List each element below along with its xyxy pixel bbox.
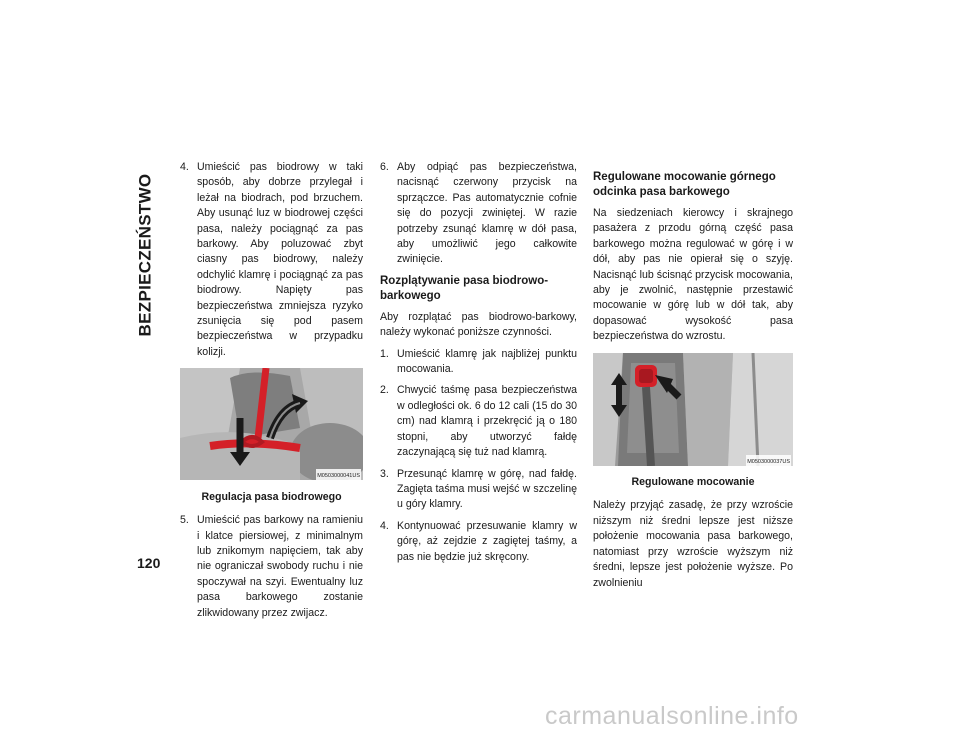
step-item xyxy=(380,383,577,460)
step-item xyxy=(380,519,577,565)
section-title-text: BEZPIECZEŃSTWO xyxy=(135,173,154,337)
figure-code: M0503000037US xyxy=(746,455,791,470)
figure-caption: Regulacja pasa biodrowego xyxy=(201,490,342,503)
figure-lap-belt-adjustment xyxy=(180,368,363,485)
list-text: Umieścić pas barkowy na ramieniu i klatce piersiowej, z minimalnym lub znikomym napięciem, tak aby nie ograniczał swobody ruchu i nie spoczywał na szyi. Ewentualny luz pasa barkowego zostanie zlikwidowany przez zwijacz. xyxy=(197,514,363,619)
list-number: 4. xyxy=(180,161,189,173)
intro-paragraph: Aby rozplątać pas biodrowo-barkowy, należy wykonać poniższe czynności. xyxy=(380,310,577,339)
list-item-6 xyxy=(380,160,577,268)
step-item xyxy=(380,347,577,378)
paragraph: Należy przyjąć zasadę, że przy wzroście niższym niż średni lepsze jest niższe położenie mocowania pasa barkowego, natomiast przy wzroście wyższym niż średni, lepsze jest położenie wyższe. Po zwolnieniu xyxy=(593,499,793,589)
step-text: Przesunąć klamrę w górę, nad fałdę. Zagięta taśma musi wejść w szczelinę u góry klamry. xyxy=(397,467,577,511)
list-item-4 xyxy=(180,160,363,360)
paragraph: Na siedzeniach kierowcy i skrajnego pasażera z przodu górną część pasa barkowego można regulować w górę i w dół, aby pas nie opierał się o szyję. Nacisnąć lub ścisnąć przycisk mocowania, aby je zwolnić, następnie przestawić mocowanie w górę lub w dół tak, aby dopasować wysokość pasa bezpieczeństwa do wzrostu. xyxy=(593,207,793,343)
column-2 xyxy=(380,160,577,571)
section-title xyxy=(132,170,158,340)
page-number: 120 xyxy=(137,555,161,571)
lap-belt-illustration xyxy=(180,368,363,480)
step-item xyxy=(380,467,577,513)
list-text: Aby odpiąć pas bezpieczeństwa, nacisnąć czerwony przycisk na sprzączce. Pas automatycznie cofnie się do pozycji zwiniętej. W razie potrzeby zsunąć klamrę w dół pasa, aby umożliwić jego całkowite zwinięcie. xyxy=(397,161,577,266)
step-text: Chwycić taśmę pasa bezpieczeństwa w odległości ok. 6 do 12 cali (15 do 30 cm) nad klamrą i przekręcić ją o 180 stopni, aby utworzyć fałdę zaczynającą się tuż nad klamrą. xyxy=(397,384,577,459)
column-1 xyxy=(180,160,363,627)
figure-adjustable-anchor xyxy=(593,353,793,471)
step-number: 3. xyxy=(380,467,389,480)
list-number: 6. xyxy=(380,161,389,173)
step-number: 1. xyxy=(380,347,389,360)
column-3 xyxy=(593,160,793,597)
section-heading: Regulowane mocowanie górnego odcinka pasa barkowego xyxy=(593,171,776,198)
step-text: Kontynuować przesuwanie klamry w górę, aż zejdzie z zagiętej taśmy, a pas nie będzie już skręcony. xyxy=(397,519,577,563)
list-number: 5. xyxy=(180,514,189,527)
step-number: 2. xyxy=(380,384,389,397)
step-text: Umieścić klamrę jak najbliżej punktu mocowania. xyxy=(397,347,577,376)
figure-code: M0503000041US xyxy=(316,469,361,484)
adjustable-anchor-illustration xyxy=(593,353,793,466)
list-item-5 xyxy=(180,513,363,621)
section-heading: Rozplątywanie pasa biodrowo-barkowego xyxy=(380,274,549,302)
figure-caption: Regulowane mocowanie xyxy=(631,476,755,489)
step-number: 4. xyxy=(380,519,389,532)
watermark: carmanualsonline.info xyxy=(545,702,799,730)
list-text: Umieścić pas biodrowy w taki sposób, aby dobrze przylegał i leżał na biodrach, pod brzuchem. Aby usunąć luz w biodrowej części pasa, należy pociągnąć za pas barkowy. Aby poluzować zbyt ciasny pas biodrowy, należy odchylić klamrę i pociągnąć za pas biodrowy. Napięty pas bezpieczeństwa zmniejsza ryzyko zsunięcia się pod pasem bezpieczeństwa w przypadku kolizji. xyxy=(197,161,363,358)
